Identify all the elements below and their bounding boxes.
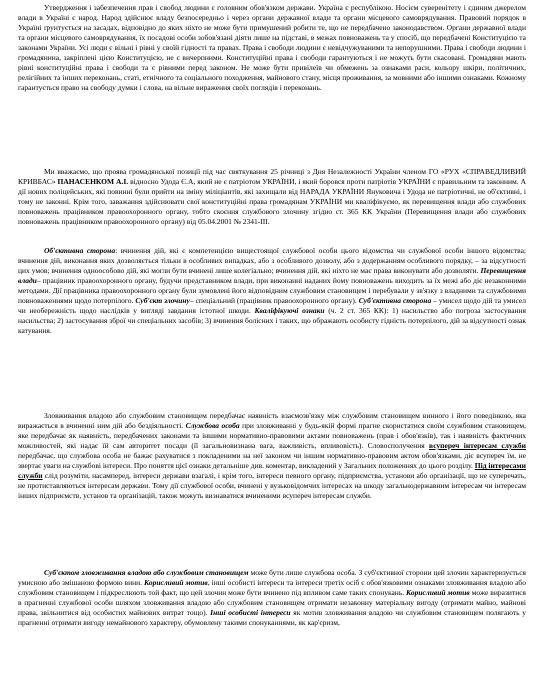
paragraph-text: – умисел щодо дій та умисел чи необережність щодо наслідків у вигляді завдання істотної шкоди.	[18, 296, 526, 315]
term-qualifying-signs: Кваліфікуючі ознаки	[254, 306, 325, 315]
paragraph-text: як мотив зловживання владою чи службовим становищем полягають у прагненні отримати вигоду немайнового характеру, обумовлену такими спонуканнями, як кар'єризм,	[18, 608, 526, 627]
term-subjective-side: Суб'єктивна сторона	[358, 296, 432, 305]
paragraph-text: слід розуміти, насамперед, інтереси держави взагалі, і крім того, інтереси певного органу, підприємства, установи або організації, що не суперечать, не протиставляються інтересам держави. Тому дії службової особи, вчинені у вузьковідомчих інтересах на шкоду загальнодержавним інтересам чи інтересам інших підприємств, установ та організацій, також можуть визнаватися вчиненими всупереч інтересам служби.	[18, 471, 526, 500]
term-abuse-subject: Суб'єктом зловживання владою або службовим становищем	[44, 568, 249, 577]
paragraph-crime-elements	[18, 246, 526, 336]
term-abuse-of-power: Перевищення влади	[18, 266, 526, 285]
term-subject: Суб'єкт злочину	[135, 296, 190, 305]
term-mercenary-motive-2: Корисливий мотив	[406, 588, 470, 597]
paragraph-text: : вчинення дій, які є компетенцією вищестоящої службової особи цього відомства чи службової особи іншого відомства; вчинення дій, виконання яких дозволяється тільки в особливих випадках, або з особливого дозволу, або з додержанням особливого порядку, – за відсутності цих умов; вчинення одноособово дій, які могли бути вчинені лише колегіально; вчинення дій, які ніхто не має права виконувати або дозволяти.	[18, 246, 527, 275]
paragraph-text: відносно Удода Є.А, який не є патріотом УКРАЇНИ, і який боровся проти патріотів УКРАЇНИ є правильним та законним. А дії нових поліцейських, які повинні були прийти на зміну міліціантів, які захищали від НАРАДА УКРАЇНИ Януковича і Удода не патріотичні, не об'єктивні, і тому не законні. Крім того, заважання здійснювати свої конституційні права громадянам УКРАЇНИ ми кваліфікуємо, як перевищення влади або службових повноважень працівником правоохоронного органу, тобто скоєння службового злочину згідно ст. 365 КК України (Перевищення влади або службових повноважень працівником правоохоронного органу) від 05.04.2001 № 2341-III.	[18, 177, 526, 226]
term-mercenary-motive: Корисливий мотив	[144, 578, 208, 587]
paragraph-text: , інші особисті інтереси та інтереси третіх осіб є обов'язковими ознаками зловживання владою або службовим становищем і підкреслюють той факт, що цей злочин може бути вчинено під впливом саме таких спонукань.	[18, 578, 526, 597]
paragraph-position	[18, 167, 526, 227]
term-against-service: всупереч інтересам служби	[429, 441, 526, 450]
paragraph-text: може виразитися в прагненні службової особи шляхом зловживання владою або службовим становищем отримати незаконну матеріальну вигоду (отримати майно, майнові права, звільнитися від особистих майнових витрат тощо).	[18, 588, 526, 617]
paragraph-text: Ми вважаємо, що проява громадянської позиції під час святкування 25 річниці з Дня Незалежності України членом ГО «РУХ «СПРАВЕДЛИВИЙ КРИВБАС»	[18, 167, 526, 186]
person-name: ПАНАСЕНКОМ А.І.	[57, 177, 129, 186]
term-objective-side: Об'єктивна сторона	[44, 246, 116, 255]
term-service-interests: Під інтересами служби	[18, 461, 526, 480]
term-other-interests: Інші особисті інтереси	[210, 608, 291, 617]
paragraph-rights	[18, 3, 526, 93]
paragraph-text: Утвердження і забезпечення прав і свобод людини є головним обов'язком держави. Україна є республікою. Носієм суверенітету і єдиним джерелом влади в Україні є народ. Народ здійснює владу безпосередньо і через органи державної влади та органи місцевого самоврядування. Правовий порядок в Україні ґрунтується на засадах, відповідно до яких ніхто не може бути примушений робити те, що не передбачено законодавством. Органи державної влади та органи місцевого самоврядування, їх посадові особи зобов'язані діяти лише на підставі, в межах повноважень та у спосіб, що передбачені Конституцією та законами України. Усі люди є вільні і рівні у своїй гідності та правах. Права і свободи людини є невідчужуваними та непорушними. Права і свободи людини і громадянина, закріплені цією Конституцією, не є вичерпними. Конституційні права і свободи гарантуються і не можуть бути скасовані. Громадяни мають рівні конституційні права і свободи та є рівними перед законом. Не може бути привілеїв чи обмежень за ознаками раси, кольору шкіри, політичних, релігійних та інших переконань, статі, етнічного та соціального походження, майнового стану, місця проживання, за мовними або іншими ознаками. Кожному гарантується право на свободу думки і слова, на вільне вираження своїх поглядів і переконань.	[18, 3, 526, 92]
paragraph-text: – спеціальний (працівник правоохоронного органу).	[189, 296, 359, 305]
paragraph-text: передбачає, що службова особа не бажає рахуватися з покладеними на неї законом чи іншим нормативно-правовим актом обов'язками, діє всупереч їм, не звертає уваги на службові інтереси. Про поняття цієї ознаки детальніше див. коментар, викладений у Загальних положеннях до цього розділу.	[18, 451, 526, 470]
paragraph-abuse	[18, 411, 526, 501]
term-official: Службова особа	[185, 421, 240, 430]
paragraph-text: (ч. 2 ст. 365 КК): 1) насильство або погроза застосування насильства; 2) застосування зброї чи спеціальних засобів; 3) вчинення болісних і таких, що ображають особисту гідність потерпілого, дій за відсутності ознак катування.	[18, 306, 526, 335]
paragraph-text: Зловживання владою або службовим становищем передбачає наявність взаємозв'язку між службовим становищем винного і його поведінкою, яка виражається в вчиненні ним дій або бездіяльності.	[18, 411, 526, 430]
paragraph-text: може бути лише службова особа. З суб'єктивної сторони цей злочин характеризується умисною або змішаною формою вини.	[18, 568, 526, 587]
paragraph-subject	[18, 568, 526, 628]
paragraph-text: при зловживанні у будь-якій формі прагне скористатися своїм службовим становищем, яке передбачає як наявність, передбачених законами та іншими нормативно-правовими актами повноважень (прав і обов'язків), так і наявність фактичних можливостей, які надає їй сам авторитет посади (її загальновизнана вага, важливість, впливовість). Словосполучення	[18, 421, 527, 450]
paragraph-text: – працівник правоохоронного органу, будучи представником влади, при виконанні наданих йому повноважень виходить за їх межі або діє незаконними методами. Дії працівника правоохоронного органу були зумовлені його відповідним службовим становищем і перебували у зв'язку з владними та службовими повноваженнями щодо потерпілого.	[18, 276, 526, 305]
